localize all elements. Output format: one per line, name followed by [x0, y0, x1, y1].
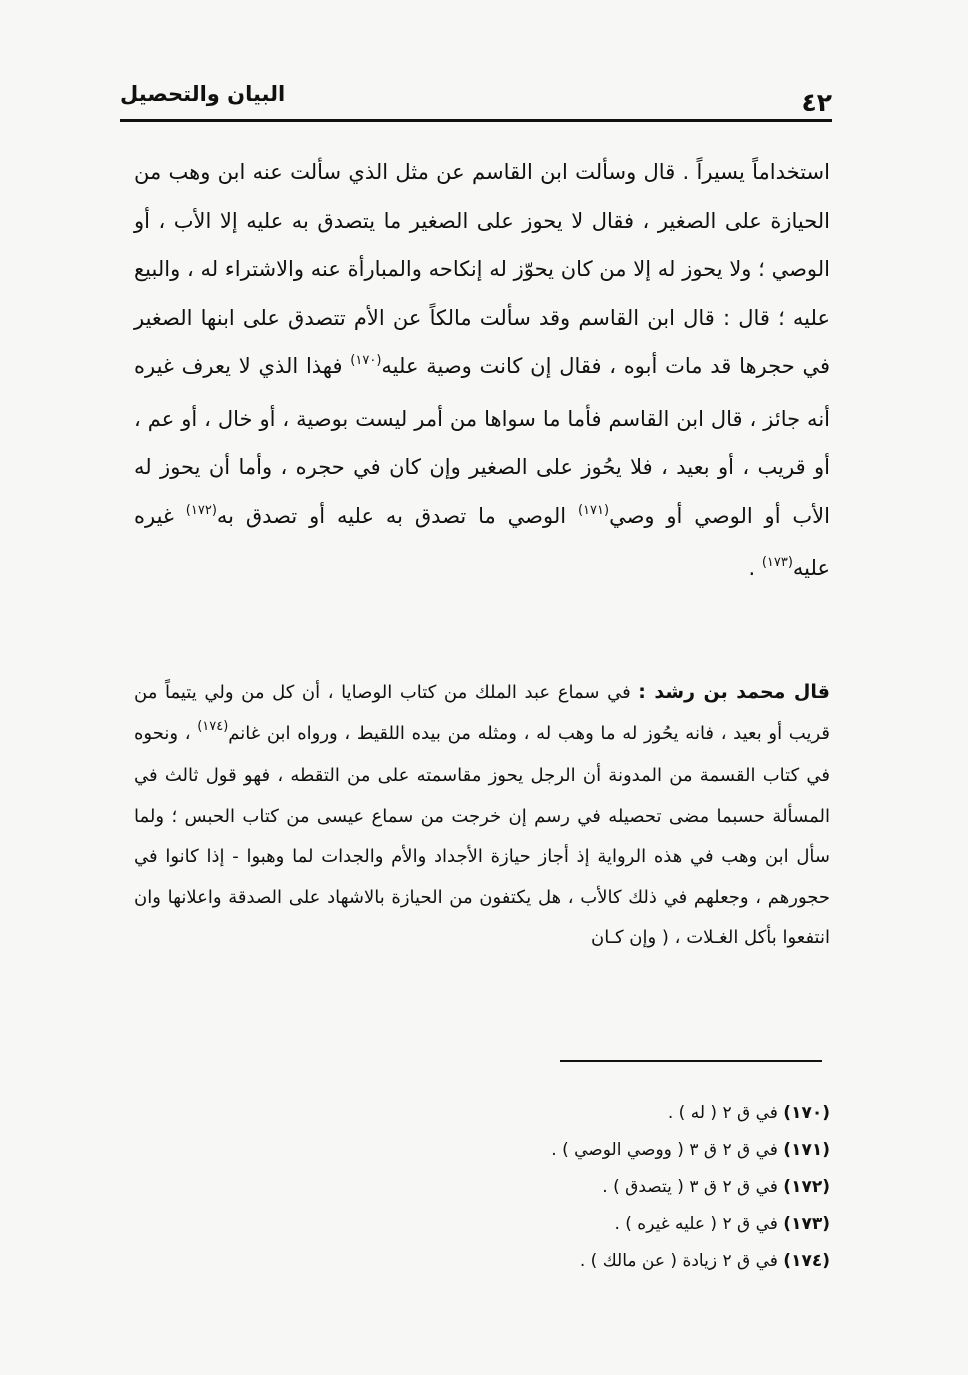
footnote-number: (١٧٠) — [783, 1103, 830, 1123]
page-header — [120, 80, 832, 122]
footnote-ref-171: (١٧١) — [577, 502, 610, 518]
header-rule — [120, 119, 832, 122]
footnote-item — [330, 1169, 830, 1206]
footnote-ref-170: (١٧٠) — [350, 353, 382, 368]
footnote-rule — [560, 1060, 822, 1062]
footnote-text: في ق ٢ ( عليه غيره ) . — [614, 1214, 778, 1234]
footnote-ref-173: (١٧٣) — [761, 555, 793, 570]
commentary-lead: قال محمد بن رشد : — [638, 681, 830, 703]
main-text — [134, 148, 830, 597]
footnote-number: (١٧٤) — [783, 1251, 830, 1271]
text-segment: غيره عليه — [134, 503, 830, 580]
footnotes — [330, 1095, 830, 1280]
text-segment: . — [748, 556, 762, 580]
footnote-item — [330, 1243, 830, 1280]
footnote-ref-174: (١٧٤) — [197, 718, 229, 734]
running-title: البيان والتحصيل — [120, 82, 286, 106]
footnote-number: (١٧١) — [783, 1140, 830, 1160]
footnote-number: (١٧٣) — [783, 1214, 830, 1234]
footnote-text: في ق ٢ ق ٣ ( يتصدق ) . — [602, 1177, 778, 1197]
text-segment: استخداماً يسيراً . قال وسألت ابن القاسم عن مثل الذي سألت عنه ابن وهب من الحيازة على الصغير ، فقال لا يحوز على الصغير ما يتصدق به عليه إلا الأب ، أو الوصي ؛ ولا يحوز له إلا من كان يحوّز له إنكاحه والمبارأة عنه والاشتراء له ، والبيع عليه ؛ قال : قال ابن القاسم وقد سألت مالكاً عن الأم تتصدق على ابنها الصغير في حجرها قد مات أبوه ، فقال إن كانت وصية عليه — [134, 160, 830, 378]
footnote-item — [330, 1206, 830, 1243]
text-segment: الوصي ما تصدق به عليه أو تصدق به — [216, 503, 578, 528]
footnote-item — [330, 1095, 830, 1132]
footnote-text: في ق ٢ ق ٣ ( ووصي الوصي ) . — [551, 1140, 778, 1160]
footnote-text: في ق ٢ زيادة ( عن مالك ) . — [579, 1251, 778, 1271]
footnote-text: في ق ٢ ( له ) . — [667, 1103, 778, 1123]
page-number: ٤٢ — [801, 88, 832, 117]
text-segment: فهذا الذي لا يعرف غيره أنه جائز ، قال ابن القاسم فأما ما سواها من أمر ليست بوصية ، أو خال ، أو عم ، أو قريب ، أو بعيد ، فلا يحُوز على الصغير وإن كان في حجره ، وأما أن يحوز له الأب أو الوصي أو وصي — [134, 354, 830, 528]
footnote-ref-172: (١٧٢) — [185, 502, 217, 518]
footnote-item — [330, 1132, 830, 1169]
footnote-number: (١٧٢) — [783, 1177, 830, 1197]
text-segment: في سماع عبد الملك من كتاب الوصايا ، أن كل من ولي يتيماً من قريب أو بعيد ، فانه يحُوز له ما وهب له ، ومثله من بيده اللقيط ، ورواه ابن غانم — [134, 682, 830, 744]
commentary — [134, 672, 830, 959]
text-segment: ، ونحوه في كتاب القسمة من المدونة أن الرجل يحوز مقاسمته على من التقطه ، فهو قول ثالث في المسألة حسبما مضى تحصيله في رسم إن خرجت من سماع عيسى من كتاب الحبس ؛ ولما سأل ابن وهب في هذه الرواية إذ أجاز حيازة الأجداد والأم والجدات لما وهبوا - إذا كانوا في حجورهم ، وجعلهم في ذلك كالأب ، هل يكتفون من الحيازة بالاشهاد على الصدقة واعلانها وان انتفعوا بأكل الغـلات ، ( وإن كـان — [134, 722, 830, 948]
